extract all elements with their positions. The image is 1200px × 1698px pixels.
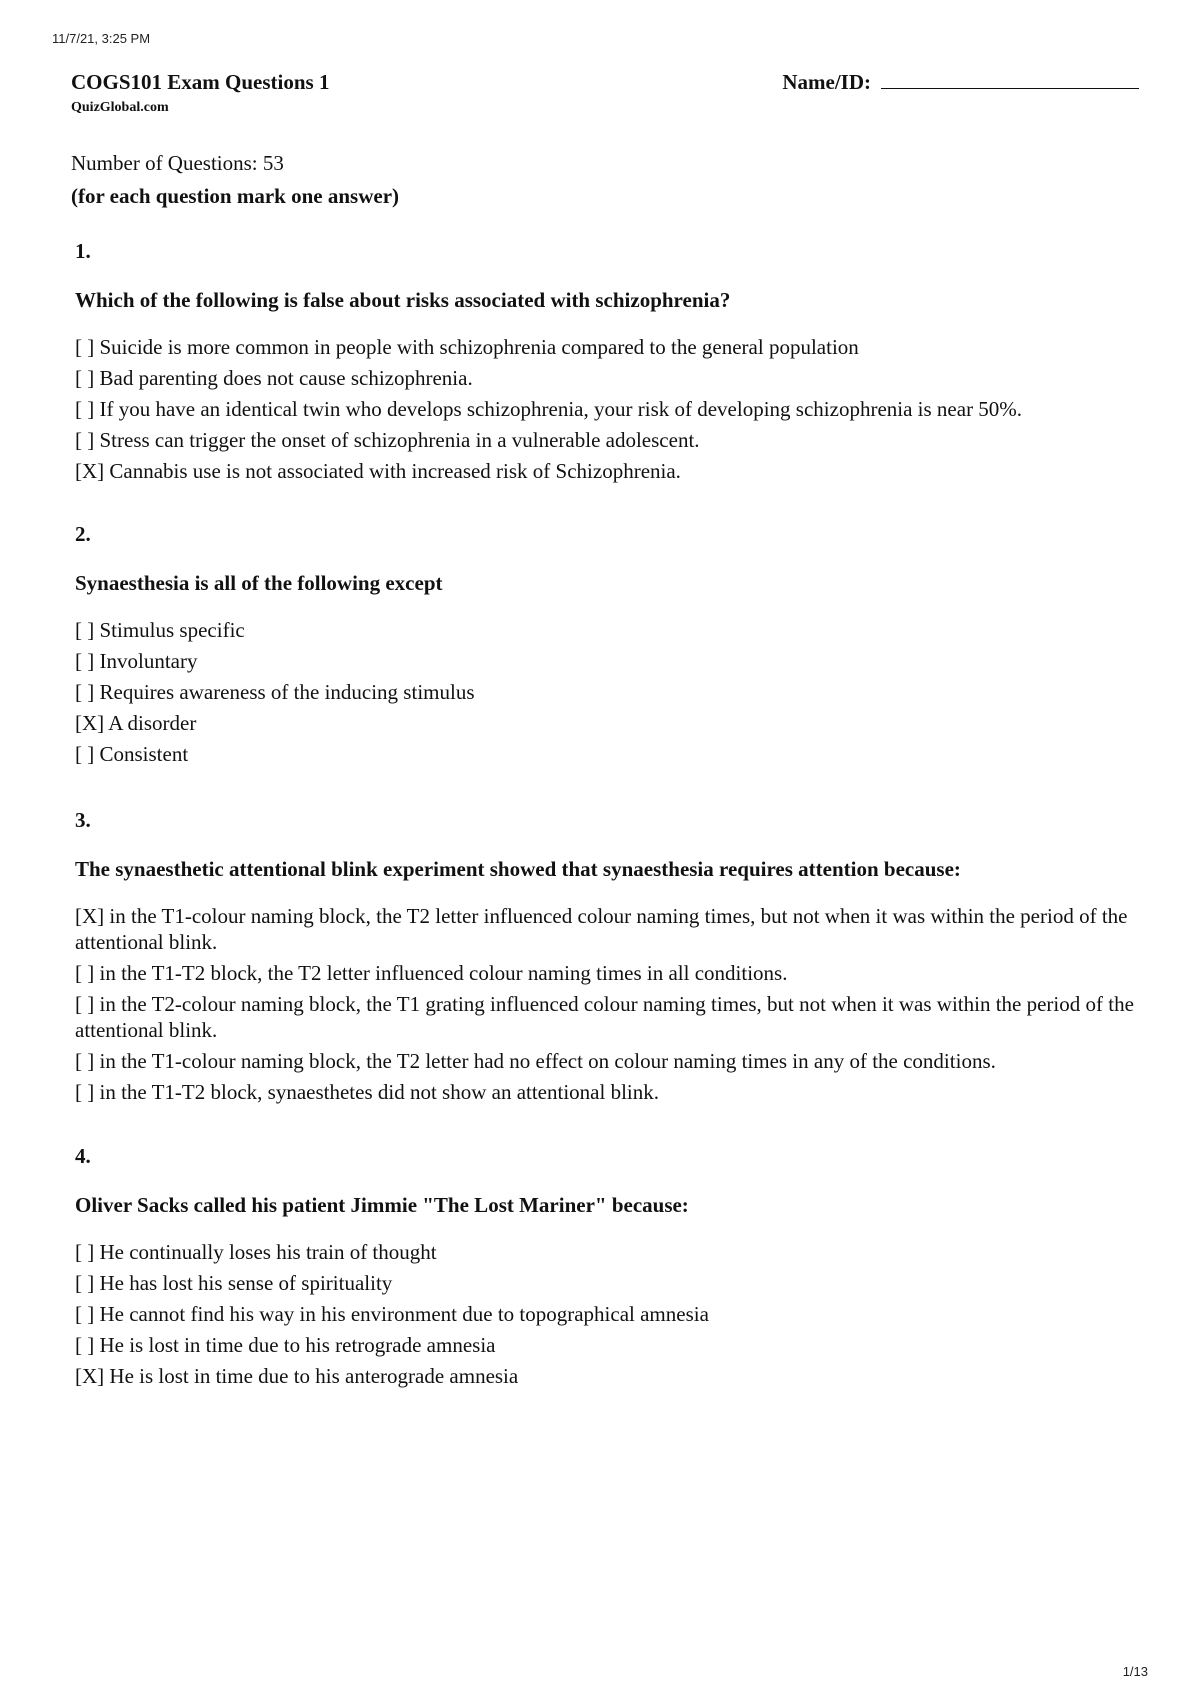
exam-content <box>71 150 1142 1394</box>
name-id-field <box>782 70 1139 95</box>
exam-title: COGS101 Exam Questions 1 <box>71 70 330 94</box>
question-list <box>71 238 1142 1389</box>
question-prompt: Which of the following is false about risks associated with schizophrenia? <box>75 288 731 312</box>
question-number: 2. <box>75 522 91 546</box>
header-row <box>71 70 1139 95</box>
answer-option[interactable]: [ ] Involuntary <box>75 649 198 673</box>
answer-option[interactable]: [ ] Consistent <box>75 742 189 766</box>
answer-option[interactable]: [ ] in the T1-colour naming block, the T2 letter had no effect on colour naming times in any of the conditions. <box>75 1049 996 1073</box>
question-prompt: Synaesthesia is all of the following except <box>75 571 443 595</box>
question-prompt: Oliver Sacks called his patient Jimmie "The Lost Mariner" because: <box>75 1193 689 1217</box>
answer-option[interactable]: [ ] He cannot find his way in his environment due to topographical amnesia <box>75 1302 709 1326</box>
page-number: 1/13 <box>1122 1664 1148 1679</box>
question-block <box>71 521 1142 767</box>
answer-option[interactable]: [ ] Requires awareness of the inducing stimulus <box>75 680 475 704</box>
answer-option[interactable]: [ ] Stress can trigger the onset of schizophrenia in a vulnerable adolescent. <box>75 428 700 452</box>
answer-option[interactable]: [ ] Suicide is more common in people with schizophrenia compared to the general population <box>75 335 859 359</box>
answer-option[interactable]: [X] Cannabis use is not associated with increased risk of Schizophrenia. <box>75 459 681 483</box>
site-name: QuizGlobal.com <box>71 100 169 115</box>
question-number: 3. <box>75 808 91 832</box>
answer-options <box>75 1239 1142 1389</box>
answer-option[interactable]: [ ] in the T1-T2 block, the T2 letter influenced colour naming times in all conditions. <box>75 961 788 985</box>
name-id-label: Name/ID: <box>782 70 871 94</box>
question-block <box>71 1143 1142 1389</box>
question-block <box>71 238 1142 484</box>
question-prompt: The synaesthetic attentional blink experiment showed that synaesthesia requires attention because: <box>75 857 961 881</box>
answer-option[interactable]: [X] A disorder <box>75 711 197 735</box>
answer-option[interactable]: [X] He is lost in time due to his anterograde amnesia <box>75 1364 519 1388</box>
question-number: 1. <box>75 239 91 263</box>
instructions: (for each question mark one answer) <box>71 184 400 208</box>
answer-option[interactable]: [ ] Stimulus specific <box>75 618 245 642</box>
answer-options <box>75 334 1142 484</box>
answer-option[interactable]: [ ] He is lost in time due to his retrograde amnesia <box>75 1333 496 1357</box>
answer-options <box>75 617 1142 767</box>
answer-option[interactable]: [ ] He has lost his sense of spirituality <box>75 1271 393 1295</box>
exam-header <box>71 70 1139 116</box>
answer-option[interactable]: [ ] in the T1-T2 block, synaesthetes did not show an attentional blink. <box>75 1080 660 1104</box>
number-of-questions: Number of Questions: 53 <box>71 151 284 175</box>
answer-option[interactable]: [ ] If you have an identical twin who develops schizophrenia, your risk of developing schizophrenia is near 50%. <box>75 397 1023 421</box>
answer-option[interactable]: [ ] Bad parenting does not cause schizophrenia. <box>75 366 473 390</box>
question-number: 4. <box>75 1144 91 1168</box>
print-date: 11/7/21, 3:25 PM <box>52 31 151 46</box>
answer-options <box>75 903 1142 1105</box>
name-id-blank-line[interactable] <box>881 70 1139 89</box>
question-block <box>71 807 1142 1105</box>
answer-option[interactable]: [ ] in the T2-colour naming block, the T1 grating influenced colour naming times, but not when it was within the period of the attentional blink. <box>75 992 1134 1042</box>
answer-option[interactable]: [ ] He continually loses his train of thought <box>75 1240 437 1264</box>
answer-option[interactable]: [X] in the T1-colour naming block, the T2 letter influenced colour naming times, but not when it was within the period of the attentional blink. <box>75 904 1128 954</box>
